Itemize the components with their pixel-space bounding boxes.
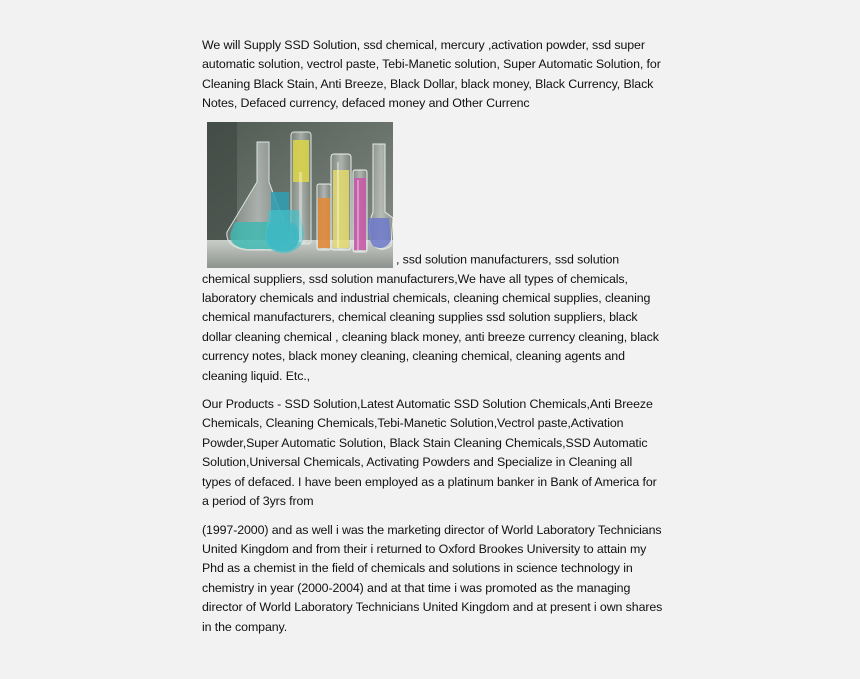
paragraph-suppliers-text: , ssd solution manufacturers, ssd solution chemical suppliers, ssd solution manufacturers,We have all types of chemicals, laboratory chemicals and industrial chemicals, cleaning chemical supplies, cleaning chemical manufacturers, chemical cleaning supplies ssd solution suppliers, black dollar cleaning chemical , cleaning black money, anti breeze currency cleaning, black currency notes, black money cleaning, cleaning chemical, cleaning agents and cleaning liquid. Etc., bbox=[202, 252, 659, 383]
laboratory-glassware-icon bbox=[207, 122, 393, 268]
paragraph-background: (1997-2000) and as well i was the marketing director of World Laboratory Technicians United Kingdom and from their i returned to Oxford Brookes University to attain my Phd as a chemist in the field of chemicals and solutions in science technology in chemistry in year (2000-2004) and at that time i was promoted as the managing director of World Laboratory Technicians United Kingdom and at present i own shares in the company. bbox=[202, 522, 663, 634]
paragraph-intro: We will Supply SSD Solution, ssd chemical, mercury ,activation powder, ssd super automatic solution, vectrol paste, Tebi-Manetic solution, Super Automatic Solution, for Cleaning Black Stain, Anti Breeze, Black Dollar, black money, Black Currency, Black Notes, Defaced currency, defaced money and Other Currenc bbox=[202, 38, 661, 111]
paragraph-suppliers bbox=[202, 122, 664, 386]
document-body bbox=[202, 36, 664, 646]
paragraph-products: Our Products - SSD Solution,Latest Automatic SSD Solution Chemicals,Anti Breeze Chemicals, Cleaning Chemicals,Tebi-Manetic Solution,Vectrol paste,Activation Powder,Super Automatic Solution, Black Stain Cleaning Chemicals,SSD Automatic Solution,Universal Chemicals, Activating Powders and Specialize in Cleaning all types of defaced. I have been employed as a platinum banker in Bank of America for a period of 3yrs from bbox=[202, 397, 657, 509]
